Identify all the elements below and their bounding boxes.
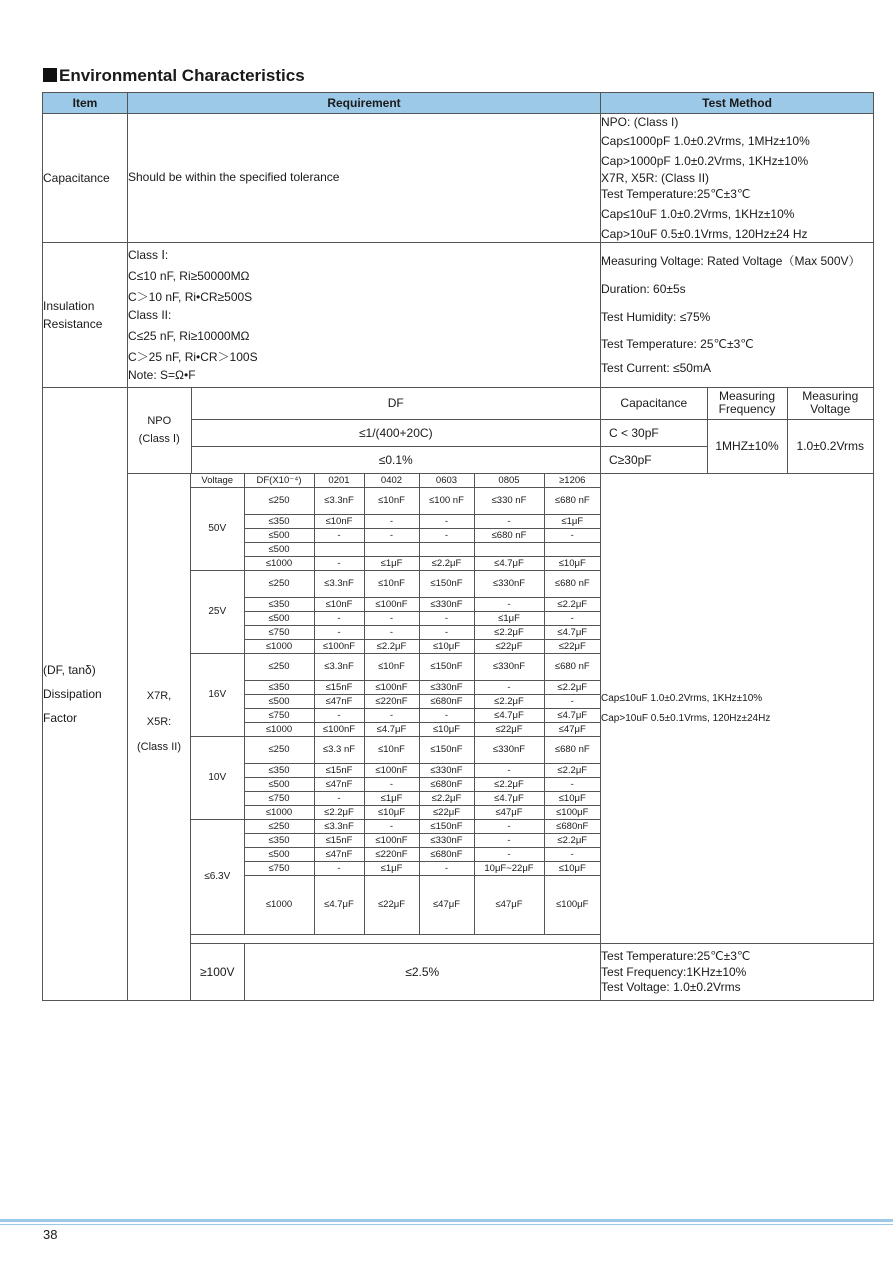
- x7r-cell: -: [474, 764, 544, 778]
- table-row: [191, 737, 600, 764]
- x7r-cell: ≤330 nF: [474, 488, 544, 515]
- x7r-cell: ≤750: [244, 792, 314, 806]
- footer-rule: [0, 1219, 893, 1222]
- x7r-cell: ≤350: [244, 515, 314, 529]
- x7r-cell: ≤47μF: [474, 876, 544, 935]
- x7r-cell: ≤2.2μF: [544, 598, 600, 612]
- volt-header: Measuring Voltage: [787, 388, 873, 419]
- table-row: [191, 681, 600, 695]
- table-row: [191, 806, 600, 820]
- x7r-cell: ≤4.7μF: [474, 709, 544, 723]
- x7r-cell: ≤10nF: [364, 654, 419, 681]
- x7r-cell: ≤350: [244, 598, 314, 612]
- x7r-cell: ≤2.2μF: [544, 764, 600, 778]
- x7r-cell: -: [364, 626, 419, 640]
- x7r-cell: ≤2.2μF: [364, 640, 419, 654]
- x7r-cell: [419, 543, 474, 557]
- x7r-cell: ≤1μF: [544, 515, 600, 529]
- x7r-cell: ≤10nF: [314, 515, 364, 529]
- x7r-cell: ≤100nF: [364, 834, 419, 848]
- x7r-cell: -: [419, 862, 474, 876]
- x7r-cell: ≤100nF: [364, 681, 419, 695]
- x7r-cell: ≤3.3nF: [314, 571, 364, 598]
- x7r-cell: -: [364, 709, 419, 723]
- x7r-col-header: 0805: [474, 474, 544, 488]
- x7r-cell: ≤220nF: [364, 848, 419, 862]
- insulation-row: [43, 243, 874, 388]
- x7r-cell: ≤22μF: [474, 640, 544, 654]
- x7r-cell: ≤47nF: [314, 848, 364, 862]
- x7r-cell: ≤100nF: [314, 723, 364, 737]
- x7r-cell: -: [314, 626, 364, 640]
- x7r-cell: ≤330nF: [419, 834, 474, 848]
- table-row: [191, 792, 600, 806]
- x7r-cell: ≤330nF: [474, 654, 544, 681]
- x7r-method: Cap≤10uF 1.0±0.2Vrms, 1KHz±10% Cap>10uF 0.5±0.1Vrms, 120Hz±24Hz: [601, 474, 874, 944]
- x7r-cell: -: [419, 515, 474, 529]
- x7r-cell: ≤250: [244, 488, 314, 515]
- x7r-cell: ≤2.2μF: [544, 681, 600, 695]
- x7r-cell: ≤3.3nF: [314, 820, 364, 834]
- x7r-cell: ≤680nF: [419, 848, 474, 862]
- x7r-cell: ≤10nF: [314, 598, 364, 612]
- x7r-label: X7R, X5R: (Class II): [128, 474, 191, 1001]
- x7r-cell: ≤680 nF: [474, 529, 544, 543]
- x7r-cell: -: [544, 695, 600, 709]
- table-row: [191, 723, 600, 737]
- freq-header: Measuring Frequency: [707, 388, 787, 419]
- x7r-cell: ≤1μF: [364, 557, 419, 571]
- x7r-cell: ≤2.2μF: [474, 778, 544, 792]
- x7r-cell: ≤22μF: [474, 723, 544, 737]
- header-row: [43, 93, 874, 114]
- freq-value: 1MHZ±10%: [707, 419, 787, 473]
- x7r-cell: [474, 543, 544, 557]
- x7r-col-header: ≥1206: [544, 474, 600, 488]
- x7r-cell: -: [314, 557, 364, 571]
- npo-label: NPO (Class Ⅰ): [128, 388, 191, 473]
- x7r-cell: ≤10nF: [364, 737, 419, 764]
- footer-rule-thin: [0, 1224, 893, 1225]
- square-bullet-icon: [43, 68, 57, 82]
- table-row: [191, 488, 600, 515]
- hv-table: [191, 944, 600, 1000]
- x7r-cell: 10μF~22μF: [474, 862, 544, 876]
- df-x7r-row: [43, 474, 874, 944]
- x7r-cell: -: [474, 681, 544, 695]
- x7r-cell: ≤330nF: [419, 598, 474, 612]
- x7r-cell: ≤220nF: [364, 695, 419, 709]
- x7r-col-header: 0603: [419, 474, 474, 488]
- x7r-cell: -: [544, 529, 600, 543]
- x7r-cell: -: [474, 834, 544, 848]
- x7r-cell: -: [364, 820, 419, 834]
- x7r-cell: ≤22μF: [419, 806, 474, 820]
- insulation-requirement: Class Ⅰ: C≤10 nF, Ri≥50000MΩ C＞10 nF, Ri•CR≥500S Class II: C≤25 nF, Ri≥10000MΩ C＞25 nF, Ri•CR＞100S Note: S=Ω•F: [128, 243, 601, 388]
- x7r-cell: ≤330nF: [419, 764, 474, 778]
- x7r-cell: -: [314, 792, 364, 806]
- table-row: [191, 557, 600, 571]
- x7r-cell: ≤500: [244, 695, 314, 709]
- x7r-cell: ≤330nF: [474, 737, 544, 764]
- insulation-item: Insulation Resistance: [43, 243, 128, 388]
- x7r-cell: ≤500: [244, 529, 314, 543]
- x7r-cell: -: [474, 515, 544, 529]
- x7r-cell: -: [419, 709, 474, 723]
- x7r-cell: ≤250: [244, 654, 314, 681]
- x7r-cell: ≤350: [244, 764, 314, 778]
- x7r-voltage: 50V: [191, 488, 244, 571]
- table-row: [191, 654, 600, 681]
- x7r-cell: ≤4.7μF: [474, 557, 544, 571]
- x7r-cell: ≤150nF: [419, 654, 474, 681]
- x7r-col-header: 0402: [364, 474, 419, 488]
- x7r-cell: ≤100μF: [544, 806, 600, 820]
- x7r-cell: ≤500: [244, 543, 314, 557]
- x7r-cell: -: [544, 848, 600, 862]
- x7r-cell: ≤680 nF: [544, 571, 600, 598]
- header-item: Item: [43, 93, 128, 114]
- table-row: [191, 640, 600, 654]
- x7r-cell: ≤680 nF: [544, 488, 600, 515]
- x7r-cell: ≤750: [244, 626, 314, 640]
- x7r-cell: [544, 543, 600, 557]
- x7r-cell: ≤3.3 nF: [314, 737, 364, 764]
- table-row: [191, 820, 600, 834]
- x7r-cell: ≤10μF: [419, 723, 474, 737]
- environmental-table: [42, 92, 874, 1001]
- x7r-cell: -: [314, 709, 364, 723]
- npo-table: [128, 388, 600, 473]
- x7r-cell: ≤250: [244, 737, 314, 764]
- x7r-voltage: 16V: [191, 654, 244, 737]
- hv-voltage: ≥100V: [191, 944, 244, 1000]
- x7r-cell: ≤350: [244, 681, 314, 695]
- cap-1: C < 30pF: [601, 419, 707, 446]
- x7r-cell: ≤15nF: [314, 681, 364, 695]
- x7r-cell: ≤1000: [244, 557, 314, 571]
- table-row: [191, 515, 600, 529]
- table-row: [191, 612, 600, 626]
- table-row: [191, 862, 600, 876]
- x7r-cell: ≤4.7μF: [474, 792, 544, 806]
- x7r-cell: ≤2.2μF: [314, 806, 364, 820]
- x7r-cell: ≤4.7μF: [544, 709, 600, 723]
- df-value-1: ≤1/(400+20C): [191, 419, 600, 446]
- x7r-cell: -: [314, 529, 364, 543]
- volt-value: 1.0±0.2Vrms: [787, 419, 873, 473]
- x7r-cell: ≤680nF: [544, 820, 600, 834]
- hv-df: ≤2.5%: [405, 965, 440, 980]
- table-row: [191, 834, 600, 848]
- x7r-cell: -: [544, 612, 600, 626]
- x7r-cell: ≤15nF: [314, 834, 364, 848]
- table-row: [191, 778, 600, 792]
- x7r-voltage: 10V: [191, 737, 244, 820]
- x7r-cell: -: [544, 778, 600, 792]
- x7r-cell: ≤47nF: [314, 778, 364, 792]
- table-row: [191, 848, 600, 862]
- x7r-cell: ≤10μF: [544, 792, 600, 806]
- hv-block: [191, 944, 601, 1001]
- hv-method: Test Temperature:25℃±3℃ Test Frequency:1KHz±10% Test Voltage: 1.0±0.2Vrms: [601, 944, 874, 1001]
- x7r-cell: ≤3.3nF: [314, 654, 364, 681]
- x7r-cell: -: [314, 612, 364, 626]
- x7r-cell: -: [474, 598, 544, 612]
- table-row: [191, 695, 600, 709]
- x7r-cell: ≤22μF: [544, 640, 600, 654]
- x7r-cell: ≤2.2μF: [474, 626, 544, 640]
- x7r-df-table: [191, 474, 600, 935]
- x7r-cell: ≤15nF: [314, 764, 364, 778]
- x7r-cell: ≤1μF: [364, 862, 419, 876]
- x7r-cell: ≤330nF: [474, 571, 544, 598]
- cap-2: C≥30pF: [601, 446, 707, 473]
- x7r-cell: ≤150nF: [419, 737, 474, 764]
- x7r-cell: ≤10μF: [544, 862, 600, 876]
- page-title: Environmental Characteristics: [43, 66, 305, 86]
- x7r-cell: -: [314, 862, 364, 876]
- x7r-cell: -: [419, 612, 474, 626]
- x7r-cell: ≤100μF: [544, 876, 600, 935]
- x7r-cell: ≤500: [244, 848, 314, 862]
- df-item: (DF, tanδ) Dissipation Factor: [43, 388, 128, 1001]
- x7r-header-row: [191, 474, 600, 488]
- x7r-grid-cell: [191, 474, 601, 944]
- x7r-cell: ≤500: [244, 778, 314, 792]
- x7r-cell: ≤250: [244, 820, 314, 834]
- df-npo-row: [43, 388, 874, 474]
- x7r-cell: -: [364, 612, 419, 626]
- x7r-cell: ≤350: [244, 834, 314, 848]
- x7r-cell: ≤330nF: [419, 681, 474, 695]
- x7r-cell: ≤100nF: [364, 764, 419, 778]
- x7r-cell: ≤150nF: [419, 571, 474, 598]
- x7r-cell: ≤1000: [244, 806, 314, 820]
- x7r-cell: ≤250: [244, 571, 314, 598]
- x7r-cell: ≤10μF: [364, 806, 419, 820]
- capacitance-requirement: Should be within the specified tolerance: [128, 114, 601, 243]
- x7r-cell: ≤47μF: [419, 876, 474, 935]
- table-row: [191, 571, 600, 598]
- x7r-voltage: 25V: [191, 571, 244, 654]
- x7r-cell: ≤2.2μF: [474, 695, 544, 709]
- x7r-cell: ≤100nF: [364, 598, 419, 612]
- x7r-cell: -: [474, 820, 544, 834]
- table-row: [191, 626, 600, 640]
- x7r-cell: ≤680 nF: [544, 654, 600, 681]
- x7r-cell: ≤680nF: [419, 695, 474, 709]
- npo-block: [128, 388, 601, 474]
- x7r-cell: -: [419, 626, 474, 640]
- x7r-cell: ≤1000: [244, 876, 314, 935]
- x7r-cell: ≤4.7μF: [544, 626, 600, 640]
- x7r-cell: ≤47μF: [474, 806, 544, 820]
- header-test-method: Test Method: [601, 93, 874, 114]
- x7r-cell: ≤1μF: [364, 792, 419, 806]
- x7r-col-header: Voltage: [191, 474, 244, 488]
- x7r-cell: ≤750: [244, 862, 314, 876]
- x7r-voltage: ≤6.3V: [191, 820, 244, 935]
- npo-method-block: [601, 388, 874, 474]
- table-row: [191, 876, 600, 935]
- x7r-cell: ≤2.2μF: [544, 834, 600, 848]
- table-row: [191, 598, 600, 612]
- x7r-cell: -: [364, 515, 419, 529]
- x7r-cell: ≤3.3nF: [314, 488, 364, 515]
- x7r-cell: ≤1μF: [474, 612, 544, 626]
- table-row: [191, 543, 600, 557]
- capacitance-item: Capacitance: [43, 114, 128, 243]
- df-header: DF: [191, 388, 600, 419]
- x7r-cell: ≤10μF: [419, 640, 474, 654]
- table-row: [191, 529, 600, 543]
- x7r-cell: ≤47μF: [544, 723, 600, 737]
- x7r-cell: ≤1000: [244, 723, 314, 737]
- x7r-cell: -: [474, 848, 544, 862]
- x7r-cell: ≤680 nF: [544, 737, 600, 764]
- x7r-cell: ≤100 nF: [419, 488, 474, 515]
- cap-header: Capacitance: [601, 388, 707, 419]
- x7r-cell: ≤22μF: [364, 876, 419, 935]
- header-requirement: Requirement: [128, 93, 601, 114]
- x7r-cell: ≤10nF: [364, 571, 419, 598]
- page-number: 38: [43, 1227, 58, 1242]
- x7r-cell: ≤750: [244, 709, 314, 723]
- table-row: [191, 764, 600, 778]
- x7r-cell: -: [364, 778, 419, 792]
- x7r-cell: ≤4.7μF: [314, 876, 364, 935]
- npo-method-table: [601, 388, 873, 473]
- x7r-cell: [314, 543, 364, 557]
- x7r-cell: -: [419, 529, 474, 543]
- x7r-col-header: DF(X10⁻⁴): [244, 474, 314, 488]
- x7r-cell: [364, 543, 419, 557]
- df-value-2: ≤0.1%: [191, 446, 600, 473]
- x7r-cell: ≤10μF: [544, 557, 600, 571]
- insulation-method: Measuring Voltage: Rated Voltage（Max 500V） Duration: 60±5s Test Humidity: ≤75% Test Temperature: 25℃±3℃ Test Current: ≤50mA: [601, 243, 874, 388]
- x7r-cell: ≤2.2μF: [419, 792, 474, 806]
- table-row: [191, 709, 600, 723]
- x7r-cell: ≤680nF: [419, 778, 474, 792]
- x7r-cell: ≤47nF: [314, 695, 364, 709]
- capacitance-method: NPO: (Class I) Cap≤1000pF 1.0±0.2Vrms, 1MHz±10% Cap>1000pF 1.0±0.2Vrms, 1KHz±10% X7R, X5R: (Class II) Test Temperature:25℃±3℃ Cap≤10uF 1.0±0.2Vrms, 1KHz±10% Cap>10uF 0.5±0.1Vrms, 120Hz±24 Hz: [601, 114, 874, 243]
- x7r-cell: ≤4.7μF: [364, 723, 419, 737]
- capacitance-row: [43, 114, 874, 243]
- x7r-cell: ≤150nF: [419, 820, 474, 834]
- x7r-col-header: 0201: [314, 474, 364, 488]
- x7r-cell: ≤100nF: [314, 640, 364, 654]
- x7r-cell: -: [364, 529, 419, 543]
- x7r-cell: ≤2.2μF: [419, 557, 474, 571]
- x7r-cell: ≤10nF: [364, 488, 419, 515]
- x7r-cell: ≤500: [244, 612, 314, 626]
- x7r-cell: ≤1000: [244, 640, 314, 654]
